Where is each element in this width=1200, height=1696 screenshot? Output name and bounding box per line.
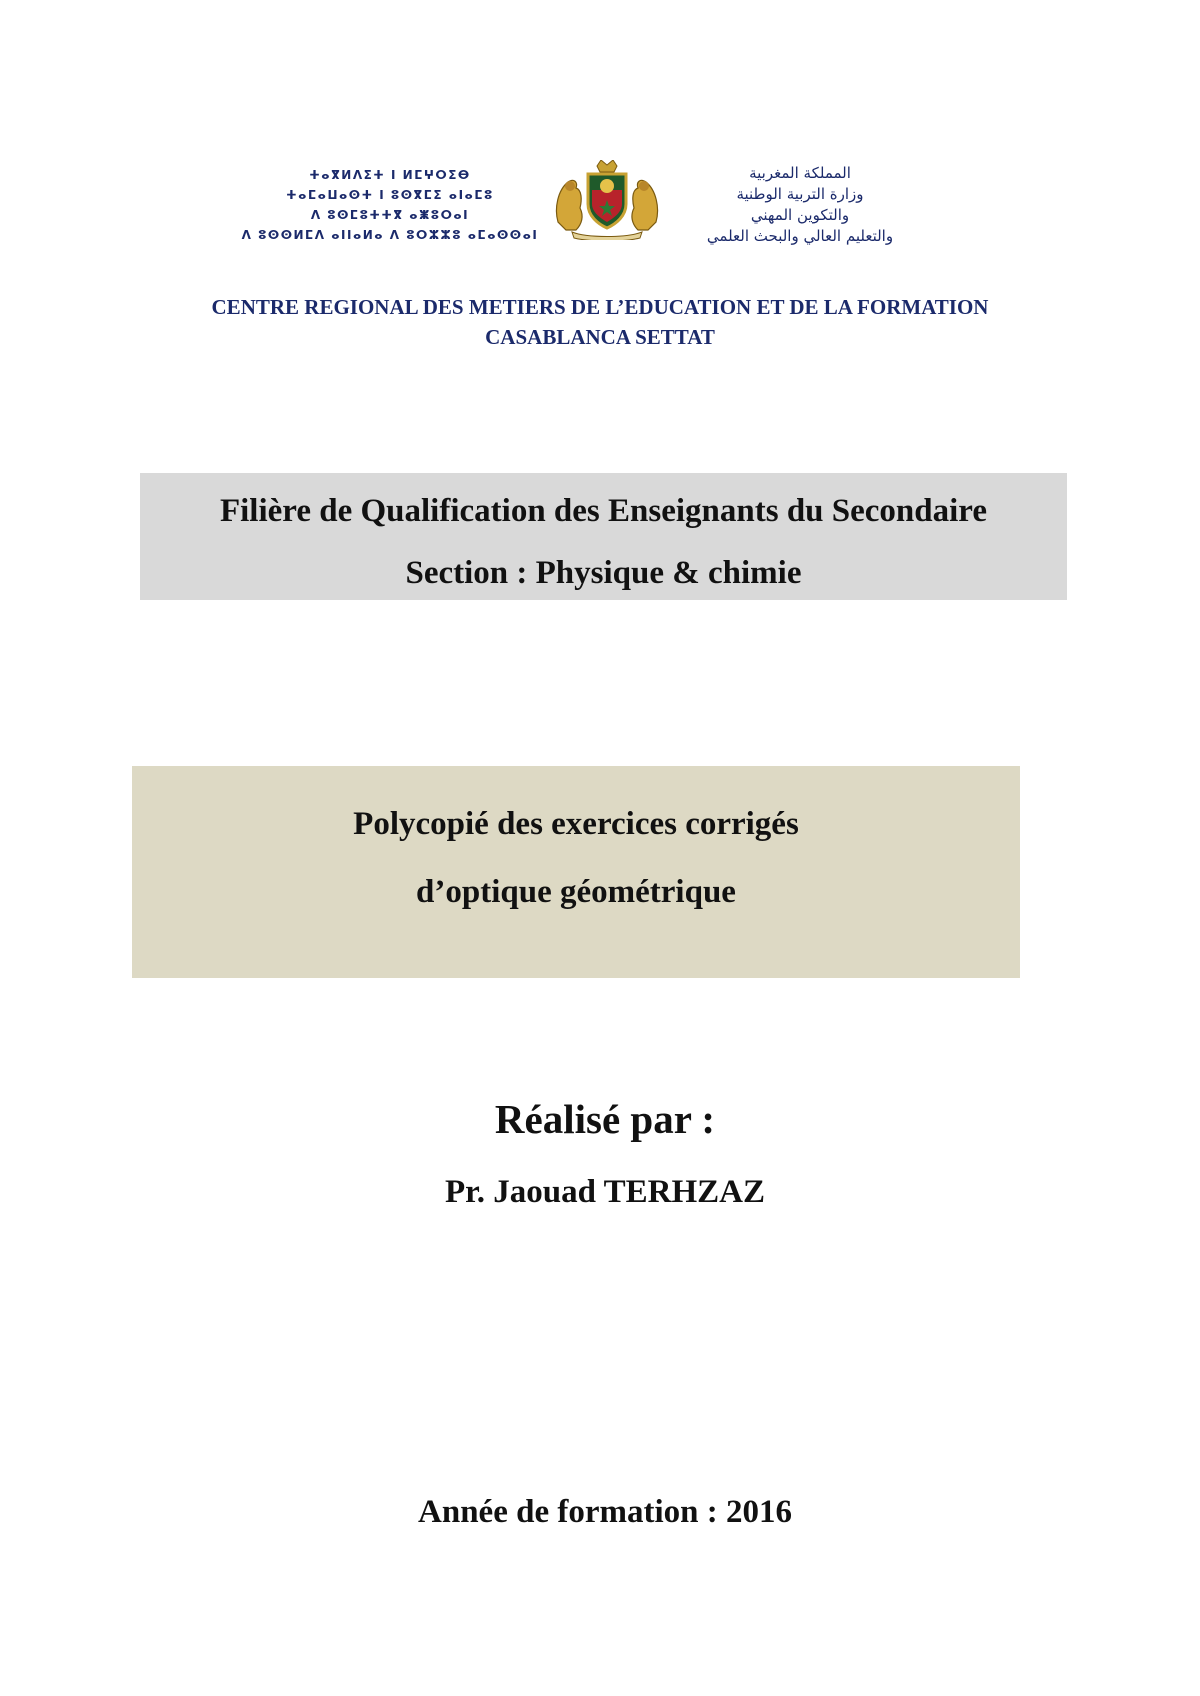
centre-name-line-1: CENTRE REGIONAL DES METIERS DE L’EDUCATION ET DE LA FORMATION <box>211 295 989 319</box>
tifinagh-ministry-name <box>240 165 540 245</box>
programme-box <box>140 473 1067 600</box>
section-title: Section : Physique & chimie <box>405 555 802 591</box>
arabic-line-3: والتكوين المهني <box>750 206 850 224</box>
annee-de-formation: Année de formation : 2016 <box>418 1494 792 1530</box>
document-title-line-2: d’optique géométrique <box>416 874 736 910</box>
coat-of-arms-icon <box>552 160 662 240</box>
centre-name <box>120 292 1080 352</box>
arabic-line-1: المملكة المغربية <box>749 164 851 182</box>
tifinagh-line-1: ⵜⴰⴳⵍⴷⵉⵜ ⵏ ⵍⵎⵖⵔⵉⴱ <box>309 168 471 182</box>
tifinagh-line-3: ⴷ ⵓⵙⵎⵓⵜⵜⴳ ⴰⵥⵓⵔⴰⵏ <box>310 208 470 222</box>
arabic-ministry-name <box>650 163 950 247</box>
tifinagh-line-2: ⵜⴰⵎⴰⵡⴰⵙⵜ ⵏ ⵓⵙⴳⵎⵉ ⴰⵏⴰⵎⵓ <box>286 188 494 202</box>
centre-name-line-2: CASABLANCA SETTAT <box>485 325 715 349</box>
arabic-line-2: وزارة التربية الوطنية <box>736 185 864 203</box>
document-title-box <box>132 766 1020 978</box>
filiere-title: Filière de Qualification des Enseignants du Secondaire <box>219 493 987 529</box>
arabic-line-4: والتعليم العالي والبحث العلمي <box>706 227 894 245</box>
document-title-line-1: Polycopié des exercices corrigés <box>353 806 799 842</box>
author-name: Pr. Jaouad TERHZAZ <box>444 1174 765 1210</box>
tifinagh-line-4: ⴷ ⵓⵙⵙⵍⵎⴷ ⴰⵏⵏⴰⵍⴰ ⴷ ⵓⵔⵣⵣⵓ ⴰⵎⴰⵙⵙⴰⵏ <box>241 228 539 242</box>
realise-par-label: Réalisé par : <box>494 1096 716 1142</box>
